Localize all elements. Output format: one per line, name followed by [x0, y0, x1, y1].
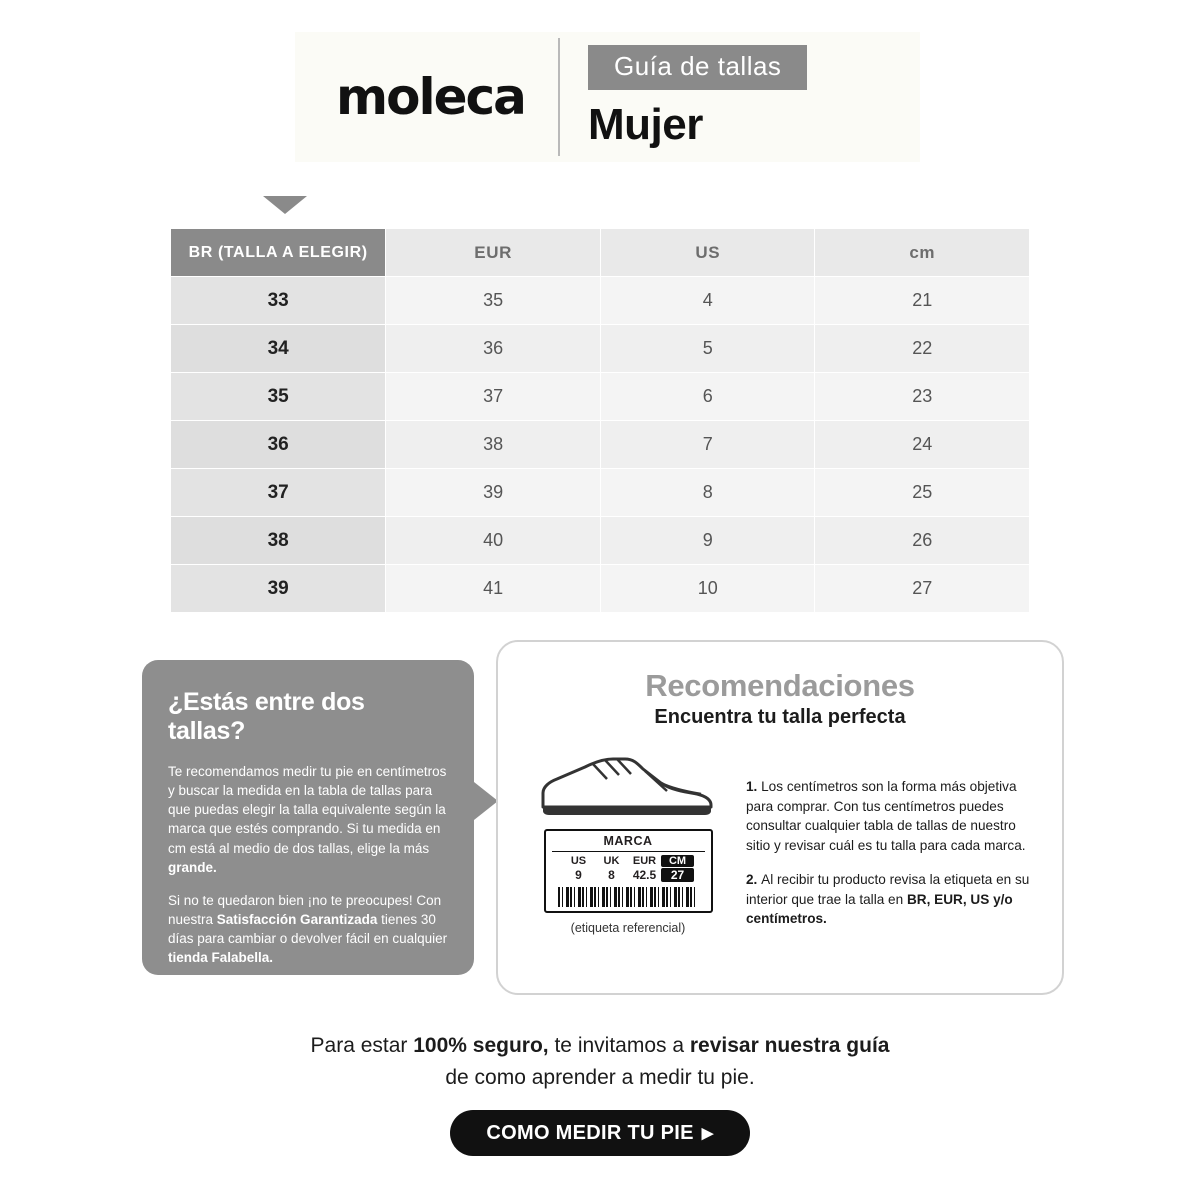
cell-eur: 39: [386, 469, 601, 517]
label-caption: (etiqueta referencial): [570, 921, 686, 935]
page-title: Mujer: [588, 99, 703, 149]
cell-cm: 27: [815, 565, 1030, 613]
header-banner: [295, 32, 920, 162]
between-sizes-callout: [142, 660, 474, 996]
footer-l1-bold-1: 100% seguro,: [413, 1034, 549, 1057]
how-to-measure-button[interactable]: [450, 1110, 750, 1156]
cell-us: 8: [601, 469, 815, 517]
callout-p2-bold-a: Satisfacción Garantizada: [216, 912, 378, 928]
callout-paragraph-1: [168, 762, 448, 877]
callout-p2-bold-b: tienda Falabella.: [168, 950, 274, 966]
footer-line-2: de como aprender a medir tu pie.: [445, 1065, 755, 1089]
down-arrow-icon: [263, 196, 307, 214]
item-2-text: Al recibir tu producto revisa la etiqueta en su interior que trae la talla en: [746, 871, 1030, 907]
footer-l1-a: Para estar: [310, 1034, 414, 1057]
cell-eur: 36: [386, 325, 601, 373]
cell-cm: 25: [815, 469, 1030, 517]
footer-message: [0, 1030, 1200, 1093]
cell-us: 6: [601, 373, 815, 421]
callout-note: *Desde el 16.08.2022: [168, 981, 291, 996]
callout-p2-text-a: Si no te quedaron bien ¡no te preocupes! Con nuestra: [168, 892, 442, 928]
size-table: [170, 228, 1030, 613]
label-value-cm: 27: [661, 868, 694, 882]
callout-title: ¿Estás entre dos tallas?: [168, 688, 365, 745]
label-header-eur: EUR: [632, 855, 657, 867]
label-header-uk: UK: [603, 855, 620, 867]
shoe-label: [544, 829, 713, 913]
guide-label: Guía de tallas: [588, 45, 807, 90]
callout-paragraph-2: [168, 891, 448, 968]
label-header-us: US: [570, 855, 587, 867]
cell-eur: 38: [386, 421, 601, 469]
label-header-cm: CM: [661, 855, 694, 867]
callout-p2-text-b: tienes 30 días para cambiar o devolver fácil en cualquier: [168, 912, 448, 947]
table-header-cm: cm: [815, 229, 1030, 277]
label-brand: MARCA: [603, 834, 653, 848]
cell-br: 36: [171, 421, 386, 469]
cell-us: 7: [601, 421, 815, 469]
cell-cm: 23: [815, 373, 1030, 421]
callout-tail: [474, 782, 498, 820]
label-value-us: 9: [575, 868, 582, 882]
table-row: [171, 325, 1030, 373]
cta-label: COMO MEDIR TU PIE: [486, 1121, 694, 1144]
table-row: [171, 373, 1030, 421]
recommendations-title: Recomendaciones: [645, 668, 915, 703]
item-2-number: 2.: [746, 871, 762, 887]
recommendations-card: [496, 640, 1064, 995]
cell-us: 5: [601, 325, 815, 373]
footer-line-1: [0, 1030, 1200, 1062]
table-row: [171, 277, 1030, 325]
item-2-bold: BR, EUR, US y/o centímetros.: [746, 891, 1013, 927]
barcode-icon: [558, 887, 698, 907]
cell-eur: 41: [386, 565, 601, 613]
cell-cm: 24: [815, 421, 1030, 469]
sneaker-icon: [533, 747, 723, 819]
table-header-row: [171, 229, 1030, 277]
header-titles: [560, 45, 807, 150]
brand-logo: [295, 68, 558, 126]
callout-p1-text: Te recomendamos medir tu pie en centímetros y buscar la medida en la tabla de tallas para que puedas elegir la talla equivalente según la marca que estés comprando. Si tu medida en cm está al medio de dos tallas, elige la más: [168, 764, 447, 856]
label-divider: [552, 851, 705, 852]
cell-eur: 35: [386, 277, 601, 325]
cell-eur: 37: [386, 373, 601, 421]
callout-p1-bold: grande.: [168, 859, 217, 875]
recommendations-subtitle: Encuentra tu talla perfecta: [654, 706, 906, 728]
label-value-uk: 8: [608, 868, 615, 882]
footer-l1-bold-2: revisar nuestra guía: [689, 1034, 890, 1057]
cell-br: 37: [171, 469, 386, 517]
label-value-eur: 42.5: [632, 868, 657, 882]
cell-cm: 22: [815, 325, 1030, 373]
cell-cm: 26: [815, 517, 1030, 565]
table-row: [171, 565, 1030, 613]
table-row: [171, 517, 1030, 565]
table-header-br: BR (TALLA A ELEGIR): [171, 229, 386, 277]
recommendation-item-1: [746, 777, 1032, 856]
table-row: [171, 469, 1030, 517]
cell-eur: 40: [386, 517, 601, 565]
label-header-row: [546, 855, 711, 867]
recommendation-item-2: [746, 870, 1032, 929]
cell-br: 33: [171, 277, 386, 325]
table-header-eur: EUR: [386, 229, 601, 277]
label-value-row: [546, 868, 711, 882]
table-header-us: US: [601, 229, 815, 277]
item-1-number: 1.: [746, 779, 762, 794]
brand-name: moleca: [336, 68, 525, 126]
table-row: [171, 421, 1030, 469]
cell-br: 35: [171, 373, 386, 421]
cell-br: 34: [171, 325, 386, 373]
cell-us: 9: [601, 517, 815, 565]
cell-us: 4: [601, 277, 815, 325]
item-1-text: Los centímetros son la forma más objetiva para comprar. Con tus centímetros puedes consultar cualquier tabla de tallas de nuestro sitio y revisar cuál es tu talla para cada marca.: [746, 779, 1026, 854]
footer-l1-c: te invitamos a: [548, 1034, 690, 1057]
cell-cm: 21: [815, 277, 1030, 325]
cell-br: 39: [171, 565, 386, 613]
play-arrow-icon: ▶: [701, 1125, 714, 1142]
cell-br: 38: [171, 517, 386, 565]
cell-us: 10: [601, 565, 815, 613]
